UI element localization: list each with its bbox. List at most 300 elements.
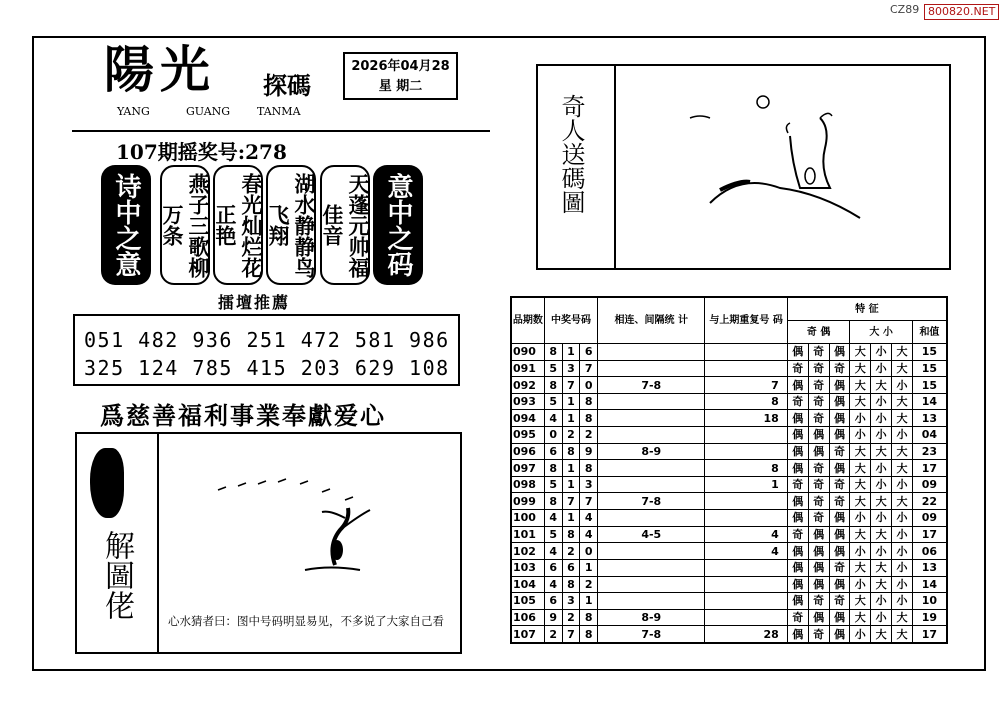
big-small-cell: 小 [850,410,871,427]
big-small-cell: 大 [892,626,913,643]
big-small-cell: 小 [871,360,892,377]
pinyin-yang: YANG [117,105,150,118]
header-sum: 和值 [912,321,947,344]
repeat-cell [705,593,787,610]
digit-cell: 0 [580,543,598,560]
period-cell: 104 [511,576,544,593]
sum-cell: 13 [912,559,947,576]
big-small-cell: 小 [892,476,913,493]
table-row [511,493,947,510]
brand-title: 陽光 [104,40,216,99]
history-table [510,296,948,644]
big-small-cell: 小 [871,427,892,444]
digit-cell: 4 [544,510,562,527]
big-small-cell: 大 [892,344,913,361]
digit-cell: 8 [580,410,598,427]
recommend-number: 629 [354,356,396,380]
repeat-cell: 8 [705,393,787,410]
digit-cell: 6 [562,559,580,576]
issue-weekday: 星 期二 [378,79,423,94]
odd-even-cell: 奇 [787,526,808,543]
recommend-title: 擂壇推薦 [218,293,291,312]
period-cell: 099 [511,493,544,510]
period-cell: 100 [511,510,544,527]
odd-even-cell: 奇 [808,360,829,377]
adjacent-cell [598,393,705,410]
repeat-cell [705,427,787,444]
odd-even-cell: 偶 [787,493,808,510]
odd-even-cell: 偶 [808,609,829,626]
odd-even-cell: 奇 [808,344,829,361]
big-small-cell: 大 [871,576,892,593]
draw-number: 107期摇奖号:278 [116,140,287,164]
digit-cell: 1 [580,593,598,610]
odd-even-cell: 偶 [787,626,808,643]
adjacent-cell [598,460,705,477]
period-cell: 091 [511,360,544,377]
big-small-cell: 大 [892,443,913,460]
digit-cell: 5 [544,526,562,543]
sum-cell: 22 [912,493,947,510]
odd-even-cell: 偶 [787,427,808,444]
big-small-cell: 小 [892,559,913,576]
digit-cell: 8 [580,626,598,643]
digit-cell: 1 [562,344,580,361]
digit-cell: 8 [544,377,562,394]
digit-cell: 8 [544,344,562,361]
adjacent-cell: 8-9 [598,609,705,626]
recommend-number: 986 [409,328,450,352]
odd-even-cell: 偶 [787,344,808,361]
odd-even-cell: 偶 [829,626,850,643]
repeat-cell: 4 [705,543,787,560]
period-cell: 107 [511,626,544,643]
odd-even-cell: 奇 [829,476,850,493]
period-cell: 093 [511,393,544,410]
big-small-cell: 大 [850,377,871,394]
big-small-cell: 小 [871,410,892,427]
odd-even-cell: 偶 [829,410,850,427]
repeat-cell [705,344,787,361]
sum-cell: 19 [912,609,947,626]
odd-even-cell: 奇 [808,377,829,394]
big-small-cell: 小 [850,427,871,444]
digit-cell: 4 [580,526,598,543]
digit-cell: 3 [580,476,598,493]
repeat-cell: 18 [705,410,787,427]
odd-even-cell: 奇 [808,393,829,410]
poem-right-label: 意中之码 [373,165,423,285]
odd-even-cell: 奇 [808,626,829,643]
table-row [511,393,947,410]
repeat-cell [705,609,787,626]
big-small-cell: 小 [871,344,892,361]
odd-even-cell: 奇 [808,460,829,477]
odd-even-cell: 偶 [829,543,850,560]
digit-cell: 2 [562,427,580,444]
digit-cell: 7 [580,360,598,377]
table-row [511,593,947,610]
recommend-number: 472 [300,328,342,352]
odd-even-cell: 偶 [808,526,829,543]
table-row [511,543,947,560]
digit-cell: 8 [562,576,580,593]
odd-even-cell: 偶 [829,609,850,626]
big-small-cell: 小 [892,543,913,560]
adjacent-cell [598,510,705,527]
poem-column-3: 湖水静静鸟飞翔 [266,165,316,285]
repeat-cell [705,443,787,460]
big-small-cell: 小 [871,476,892,493]
big-small-cell: 小 [871,609,892,626]
solver-portrait-icon [90,448,124,518]
recommend-number: 785 [192,356,233,380]
odd-even-cell: 偶 [808,443,829,460]
odd-even-cell: 偶 [787,510,808,527]
big-small-cell: 小 [892,593,913,610]
adjacent-cell [598,593,705,610]
adjacent-cell: 7-8 [598,493,705,510]
date-box [343,52,458,100]
repeat-cell [705,576,787,593]
digit-cell: 6 [544,593,562,610]
digit-cell: 5 [544,360,562,377]
header-adjacent: 相连、间隔统 计 [598,297,705,344]
big-small-cell: 大 [871,493,892,510]
sum-cell: 13 [912,410,947,427]
period-cell: 106 [511,609,544,626]
header-period: 品期数 [511,297,544,344]
big-small-cell: 小 [871,510,892,527]
big-small-cell: 大 [850,344,871,361]
odd-even-cell: 偶 [787,543,808,560]
odd-even-cell: 偶 [787,460,808,477]
odd-even-cell: 奇 [787,393,808,410]
big-small-cell: 大 [871,443,892,460]
sum-cell: 06 [912,543,947,560]
big-small-cell: 小 [871,543,892,560]
repeat-cell [705,559,787,576]
adjacent-cell: 7-8 [598,626,705,643]
digit-cell: 2 [562,543,580,560]
odd-even-cell: 奇 [829,443,850,460]
odd-even-cell: 奇 [829,559,850,576]
sum-cell: 14 [912,576,947,593]
big-small-cell: 小 [871,460,892,477]
digit-cell: 8 [544,460,562,477]
recommend-number: 251 [246,328,288,352]
sum-cell: 09 [912,476,947,493]
sum-cell: 09 [912,510,947,527]
digit-cell: 6 [580,344,598,361]
sum-cell: 14 [912,393,947,410]
table-row [511,626,947,643]
issue-date: 2026年04月28 [351,59,450,74]
period-cell: 103 [511,559,544,576]
big-small-cell: 大 [850,360,871,377]
big-small-cell: 大 [871,559,892,576]
recommend-number: 325 [84,356,125,380]
digit-cell: 0 [544,427,562,444]
recommend-number: 415 [246,356,288,380]
sum-cell: 17 [912,526,947,543]
odd-even-cell: 偶 [829,526,850,543]
watermark-site[interactable]: 800820.NET [924,4,999,20]
odd-even-cell: 奇 [808,510,829,527]
big-small-cell: 大 [850,559,871,576]
period-cell: 096 [511,443,544,460]
sum-cell: 04 [912,427,947,444]
period-cell: 090 [511,344,544,361]
big-small-cell: 大 [892,410,913,427]
odd-even-cell: 奇 [829,360,850,377]
header-divider [72,130,490,132]
repeat-cell [705,493,787,510]
digit-cell: 3 [562,593,580,610]
table-row [511,344,947,361]
period-cell: 097 [511,460,544,477]
header-odd-even: 奇 偶 [787,321,850,344]
odd-even-cell: 偶 [808,427,829,444]
digit-cell: 5 [544,476,562,493]
digit-cell: 4 [544,410,562,427]
adjacent-cell [598,559,705,576]
adjacent-cell [598,344,705,361]
odd-even-cell: 偶 [829,393,850,410]
odd-even-cell: 奇 [808,476,829,493]
digit-cell: 8 [562,443,580,460]
poem-left-label: 诗中之意 [101,165,151,285]
big-small-cell: 大 [892,360,913,377]
big-small-cell: 小 [892,377,913,394]
big-small-cell: 大 [871,377,892,394]
poem-column-2: 春光灿烂花正艳 [213,165,263,285]
odd-even-cell: 偶 [787,593,808,610]
digit-cell: 6 [544,443,562,460]
recommend-number: 108 [409,356,450,380]
big-small-cell: 小 [850,510,871,527]
big-small-cell: 大 [850,393,871,410]
digit-cell: 2 [562,609,580,626]
big-small-cell: 大 [892,493,913,510]
adjacent-cell: 7-8 [598,377,705,394]
repeat-cell: 28 [705,626,787,643]
odd-even-cell: 偶 [787,410,808,427]
recommend-row-1 [84,328,450,352]
big-small-cell: 小 [850,626,871,643]
big-small-cell: 小 [871,393,892,410]
odd-even-cell: 偶 [787,377,808,394]
history-table-body [511,344,947,644]
poem-column-1: 燕子三歌柳万条 [160,165,210,285]
digit-cell: 7 [580,493,598,510]
digit-cell: 1 [562,476,580,493]
odd-even-cell: 偶 [787,443,808,460]
big-small-cell: 小 [850,543,871,560]
odd-even-cell: 奇 [787,360,808,377]
odd-even-cell: 奇 [787,476,808,493]
big-small-cell: 大 [850,526,871,543]
table-row [511,576,947,593]
digit-cell: 4 [544,576,562,593]
odd-even-cell: 偶 [829,427,850,444]
header-repeat: 与上期重复号 码 [705,297,787,344]
sum-cell: 15 [912,344,947,361]
table-row [511,460,947,477]
odd-even-cell: 奇 [808,493,829,510]
gift-illustration [680,88,880,228]
pinyin-tanma: TANMA [257,105,301,118]
big-small-cell: 大 [892,393,913,410]
table-row [511,360,947,377]
adjacent-cell: 4-5 [598,526,705,543]
adjacent-cell [598,427,705,444]
digit-cell: 8 [544,493,562,510]
period-cell: 105 [511,593,544,610]
solver-divider [157,432,159,654]
digit-cell: 8 [580,609,598,626]
digit-cell: 7 [562,493,580,510]
table-row [511,443,947,460]
period-cell: 102 [511,543,544,560]
big-small-cell: 小 [892,510,913,527]
table-row [511,427,947,444]
big-small-cell: 大 [850,593,871,610]
pinyin-guang: GUANG [186,105,231,118]
digit-cell: 7 [562,626,580,643]
digit-cell: 8 [562,526,580,543]
table-row [511,609,947,626]
digit-cell: 1 [562,393,580,410]
big-small-cell: 小 [892,427,913,444]
table-row [511,476,947,493]
big-small-cell: 大 [871,626,892,643]
odd-even-cell: 偶 [787,559,808,576]
recommend-number: 482 [138,328,179,352]
repeat-cell: 1 [705,476,787,493]
digit-cell: 9 [544,609,562,626]
gift-label: 奇人送碼圖 [557,94,585,214]
table-row [511,377,947,394]
digit-cell: 5 [544,393,562,410]
digit-cell: 0 [580,377,598,394]
sum-cell: 15 [912,377,947,394]
big-small-cell: 大 [850,493,871,510]
poem-column-4: 天蓬元帅福佳音 [320,165,370,285]
sum-cell: 10 [912,593,947,610]
sum-cell: 17 [912,626,947,643]
odd-even-cell: 奇 [829,593,850,610]
odd-even-cell: 偶 [829,510,850,527]
sum-cell: 17 [912,460,947,477]
header-feature: 特 征 [787,297,947,321]
odd-even-cell: 奇 [808,593,829,610]
odd-even-cell: 偶 [787,576,808,593]
digit-cell: 8 [580,393,598,410]
digit-cell: 6 [544,559,562,576]
digit-cell: 9 [580,443,598,460]
recommend-number: 581 [354,328,396,352]
header-number: 中奖号码 [544,297,597,344]
odd-even-cell: 偶 [808,559,829,576]
big-small-cell: 大 [892,609,913,626]
solver-label: 解圖佬 [99,530,134,620]
brand-subtitle: 探碼 [263,71,311,100]
odd-even-cell: 偶 [829,377,850,394]
digit-cell: 1 [580,559,598,576]
recommend-number: 203 [300,356,342,380]
digit-cell: 7 [562,377,580,394]
watermark-code: CZ89 [890,3,920,16]
sum-cell: 23 [912,443,947,460]
odd-even-cell: 偶 [808,543,829,560]
repeat-cell [705,510,787,527]
adjacent-cell [598,410,705,427]
adjacent-cell [598,476,705,493]
table-row [511,510,947,527]
period-cell: 098 [511,476,544,493]
period-cell: 094 [511,410,544,427]
sum-cell: 15 [912,360,947,377]
odd-even-cell: 奇 [829,493,850,510]
adjacent-cell: 8-9 [598,443,705,460]
odd-even-cell: 偶 [829,460,850,477]
big-small-cell: 小 [892,526,913,543]
big-small-cell: 大 [871,526,892,543]
adjacent-cell [598,360,705,377]
adjacent-cell [598,576,705,593]
digit-cell: 1 [562,460,580,477]
big-small-cell: 大 [850,609,871,626]
digit-cell: 3 [562,360,580,377]
period-cell: 101 [511,526,544,543]
digit-cell: 2 [580,576,598,593]
odd-even-cell: 奇 [808,410,829,427]
gift-divider [614,64,616,270]
big-small-cell: 小 [850,576,871,593]
big-small-cell: 小 [871,593,892,610]
big-small-cell: 小 [892,576,913,593]
recommend-number: 936 [192,328,233,352]
odd-even-cell: 偶 [808,576,829,593]
table-row [511,526,947,543]
adjacent-cell [598,543,705,560]
table-row [511,559,947,576]
repeat-cell [705,360,787,377]
period-cell: 095 [511,427,544,444]
digit-cell: 2 [580,427,598,444]
big-small-cell: 大 [850,476,871,493]
digit-cell: 4 [544,543,562,560]
repeat-cell: 7 [705,377,787,394]
big-small-cell: 大 [850,460,871,477]
big-small-cell: 大 [892,460,913,477]
recommend-row-2 [84,356,450,380]
digit-cell: 2 [544,626,562,643]
recommend-number: 051 [84,328,125,352]
big-small-cell: 大 [850,443,871,460]
solver-illustration [210,470,390,580]
odd-even-cell: 奇 [787,609,808,626]
repeat-cell: 8 [705,460,787,477]
recommend-number: 124 [138,356,179,380]
charity-slogan: 爲慈善福利事業奉獻爱心 [100,401,386,430]
period-cell: 092 [511,377,544,394]
odd-even-cell: 偶 [829,344,850,361]
table-row [511,410,947,427]
digit-cell: 8 [580,460,598,477]
odd-even-cell: 偶 [829,576,850,593]
